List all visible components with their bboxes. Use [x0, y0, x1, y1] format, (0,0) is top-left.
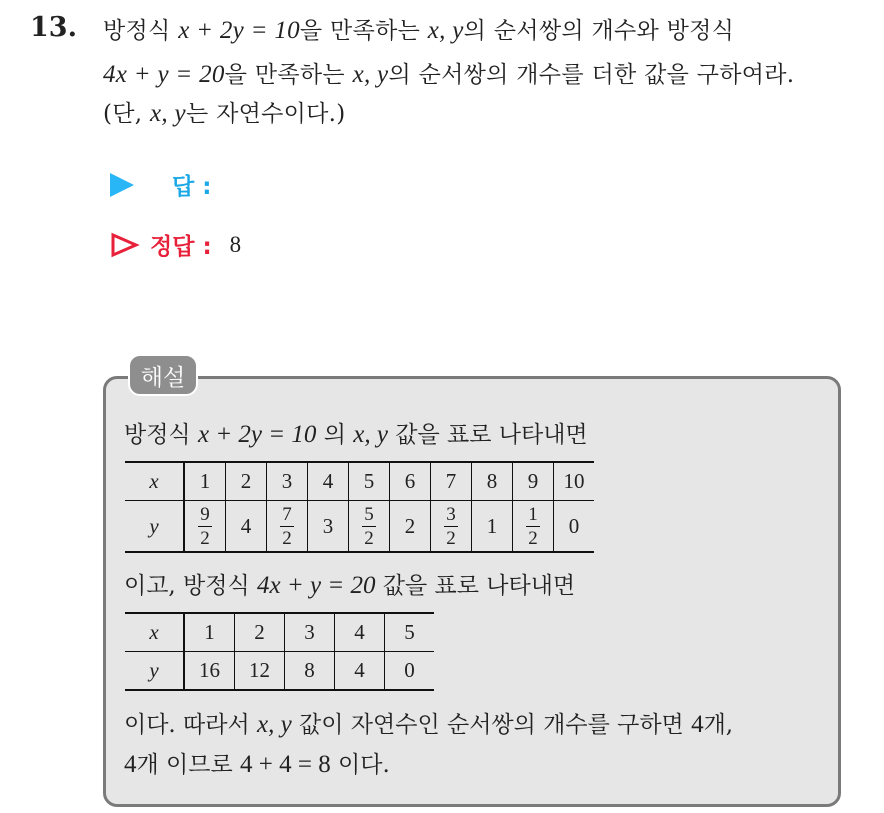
correct-answer-value: 8 [229, 231, 242, 257]
table-cell: 4 [226, 501, 267, 553]
question-text: 방정식 [103, 18, 171, 44]
equation-1: x + 2y = 10 [178, 17, 300, 44]
value-table-1 [125, 461, 594, 553]
variables: x, y [352, 61, 389, 88]
solution-line-2 [124, 567, 575, 600]
correct-answer-label: 정답 : [150, 234, 212, 260]
solution-line-3 [124, 706, 733, 739]
fraction-numerator: 5 [364, 503, 374, 525]
table-row-x [125, 462, 594, 501]
solution-text: 의 [323, 422, 346, 448]
fraction-numerator: 3 [446, 503, 456, 525]
question-number: 13. [30, 12, 77, 43]
solution-text: 이다. [338, 752, 390, 778]
solution-text: 값을 표로 나타내면 [395, 422, 588, 448]
table-cell: 8 [285, 652, 335, 691]
play-icon [110, 173, 134, 197]
equation-2: 4x + y = 20 [103, 61, 225, 88]
table-cell: 1 [472, 501, 513, 553]
count-1: 4 [691, 711, 704, 738]
solution-text: 값을 표로 나타내면 [382, 573, 576, 599]
fraction [362, 505, 376, 548]
answer-row [110, 168, 211, 201]
fraction-numerator: 1 [528, 503, 538, 525]
table-cell [267, 501, 308, 553]
solution-text: 방정식 [124, 422, 191, 448]
table-cell: 16 [184, 652, 235, 691]
table-cell [184, 501, 226, 553]
variables: x, y [257, 711, 292, 738]
variables: x, y [427, 17, 464, 44]
fraction-denominator: 2 [364, 527, 374, 549]
table-cell: 6 [390, 462, 431, 501]
table-row-y [125, 652, 434, 691]
final-equation: 4 + 4 = 8 [240, 751, 331, 778]
table-cell: 2 [390, 501, 431, 553]
solution-line-4 [124, 746, 390, 779]
table-cell [431, 501, 472, 553]
fraction-numerator: 7 [282, 503, 292, 525]
solution-text: 개, [703, 712, 734, 738]
table-cell [349, 501, 390, 553]
table-cell: 0 [554, 501, 595, 553]
table-header-y: y [125, 652, 184, 691]
table-header-x: x [125, 613, 184, 652]
table-row-y [125, 501, 594, 553]
variables: x, y [150, 100, 186, 127]
table-cell: 2 [226, 462, 267, 501]
question-line-1 [103, 12, 734, 45]
question-text: 의 순서쌍의 개수와 방정식 [463, 18, 735, 44]
table-cell: 1 [184, 462, 226, 501]
table-cell: 3 [267, 462, 308, 501]
fraction-denominator: 2 [200, 527, 210, 549]
question-text: (단, [103, 101, 143, 127]
correct-answer-row [110, 228, 241, 261]
count-2: 4 [124, 751, 137, 778]
table-cell: 3 [308, 501, 349, 553]
table-cell: 7 [431, 462, 472, 501]
solution-tag: 해설 [128, 354, 198, 396]
table-cell: 8 [472, 462, 513, 501]
solution-line-1 [124, 416, 588, 449]
question-text: 의 순서쌍의 개수를 더한 값을 구하여라. [388, 62, 795, 88]
fraction [198, 505, 212, 548]
question-text: 는 자연수이다.) [185, 101, 346, 127]
table-cell: 12 [235, 652, 285, 691]
table-header-y: y [125, 501, 184, 553]
solution-text: 이고, 방정식 [124, 573, 250, 599]
fraction [526, 505, 540, 548]
question-line-2 [103, 56, 794, 89]
fraction [280, 505, 294, 548]
outline-triangle-icon [110, 232, 140, 258]
solution-text: 값이 자연수인 순서쌍의 개수를 구하면 [299, 712, 684, 738]
equation-2: 4x + y = 20 [257, 572, 376, 599]
table-cell: 3 [285, 613, 335, 652]
fraction [444, 505, 458, 548]
table-cell [513, 501, 554, 553]
table-cell: 4 [335, 652, 385, 691]
fraction-denominator: 2 [528, 527, 538, 549]
table-row-x [125, 613, 434, 652]
question-text: 을 만족하는 [224, 62, 345, 88]
table-cell: 1 [184, 613, 235, 652]
question-line-3 [103, 95, 346, 128]
solution-text: 개 이므로 [136, 752, 233, 778]
answer-label: 답 : [172, 174, 212, 200]
table-header-x: x [125, 462, 184, 501]
variables: x, y [353, 421, 388, 448]
table-cell: 5 [385, 613, 435, 652]
table-cell: 0 [385, 652, 435, 691]
question-text: 을 만족하는 [299, 18, 421, 44]
table-cell: 4 [335, 613, 385, 652]
table-cell: 2 [235, 613, 285, 652]
value-table-2 [125, 612, 434, 691]
fraction-numerator: 9 [200, 503, 210, 525]
equation-1: x + 2y = 10 [197, 421, 317, 448]
fraction-denominator: 2 [446, 527, 456, 549]
fraction-denominator: 2 [282, 527, 292, 549]
solution-text: 이다. 따라서 [124, 712, 250, 738]
table-cell: 4 [308, 462, 349, 501]
table-cell: 9 [513, 462, 554, 501]
table-cell: 10 [554, 462, 595, 501]
table-cell: 5 [349, 462, 390, 501]
